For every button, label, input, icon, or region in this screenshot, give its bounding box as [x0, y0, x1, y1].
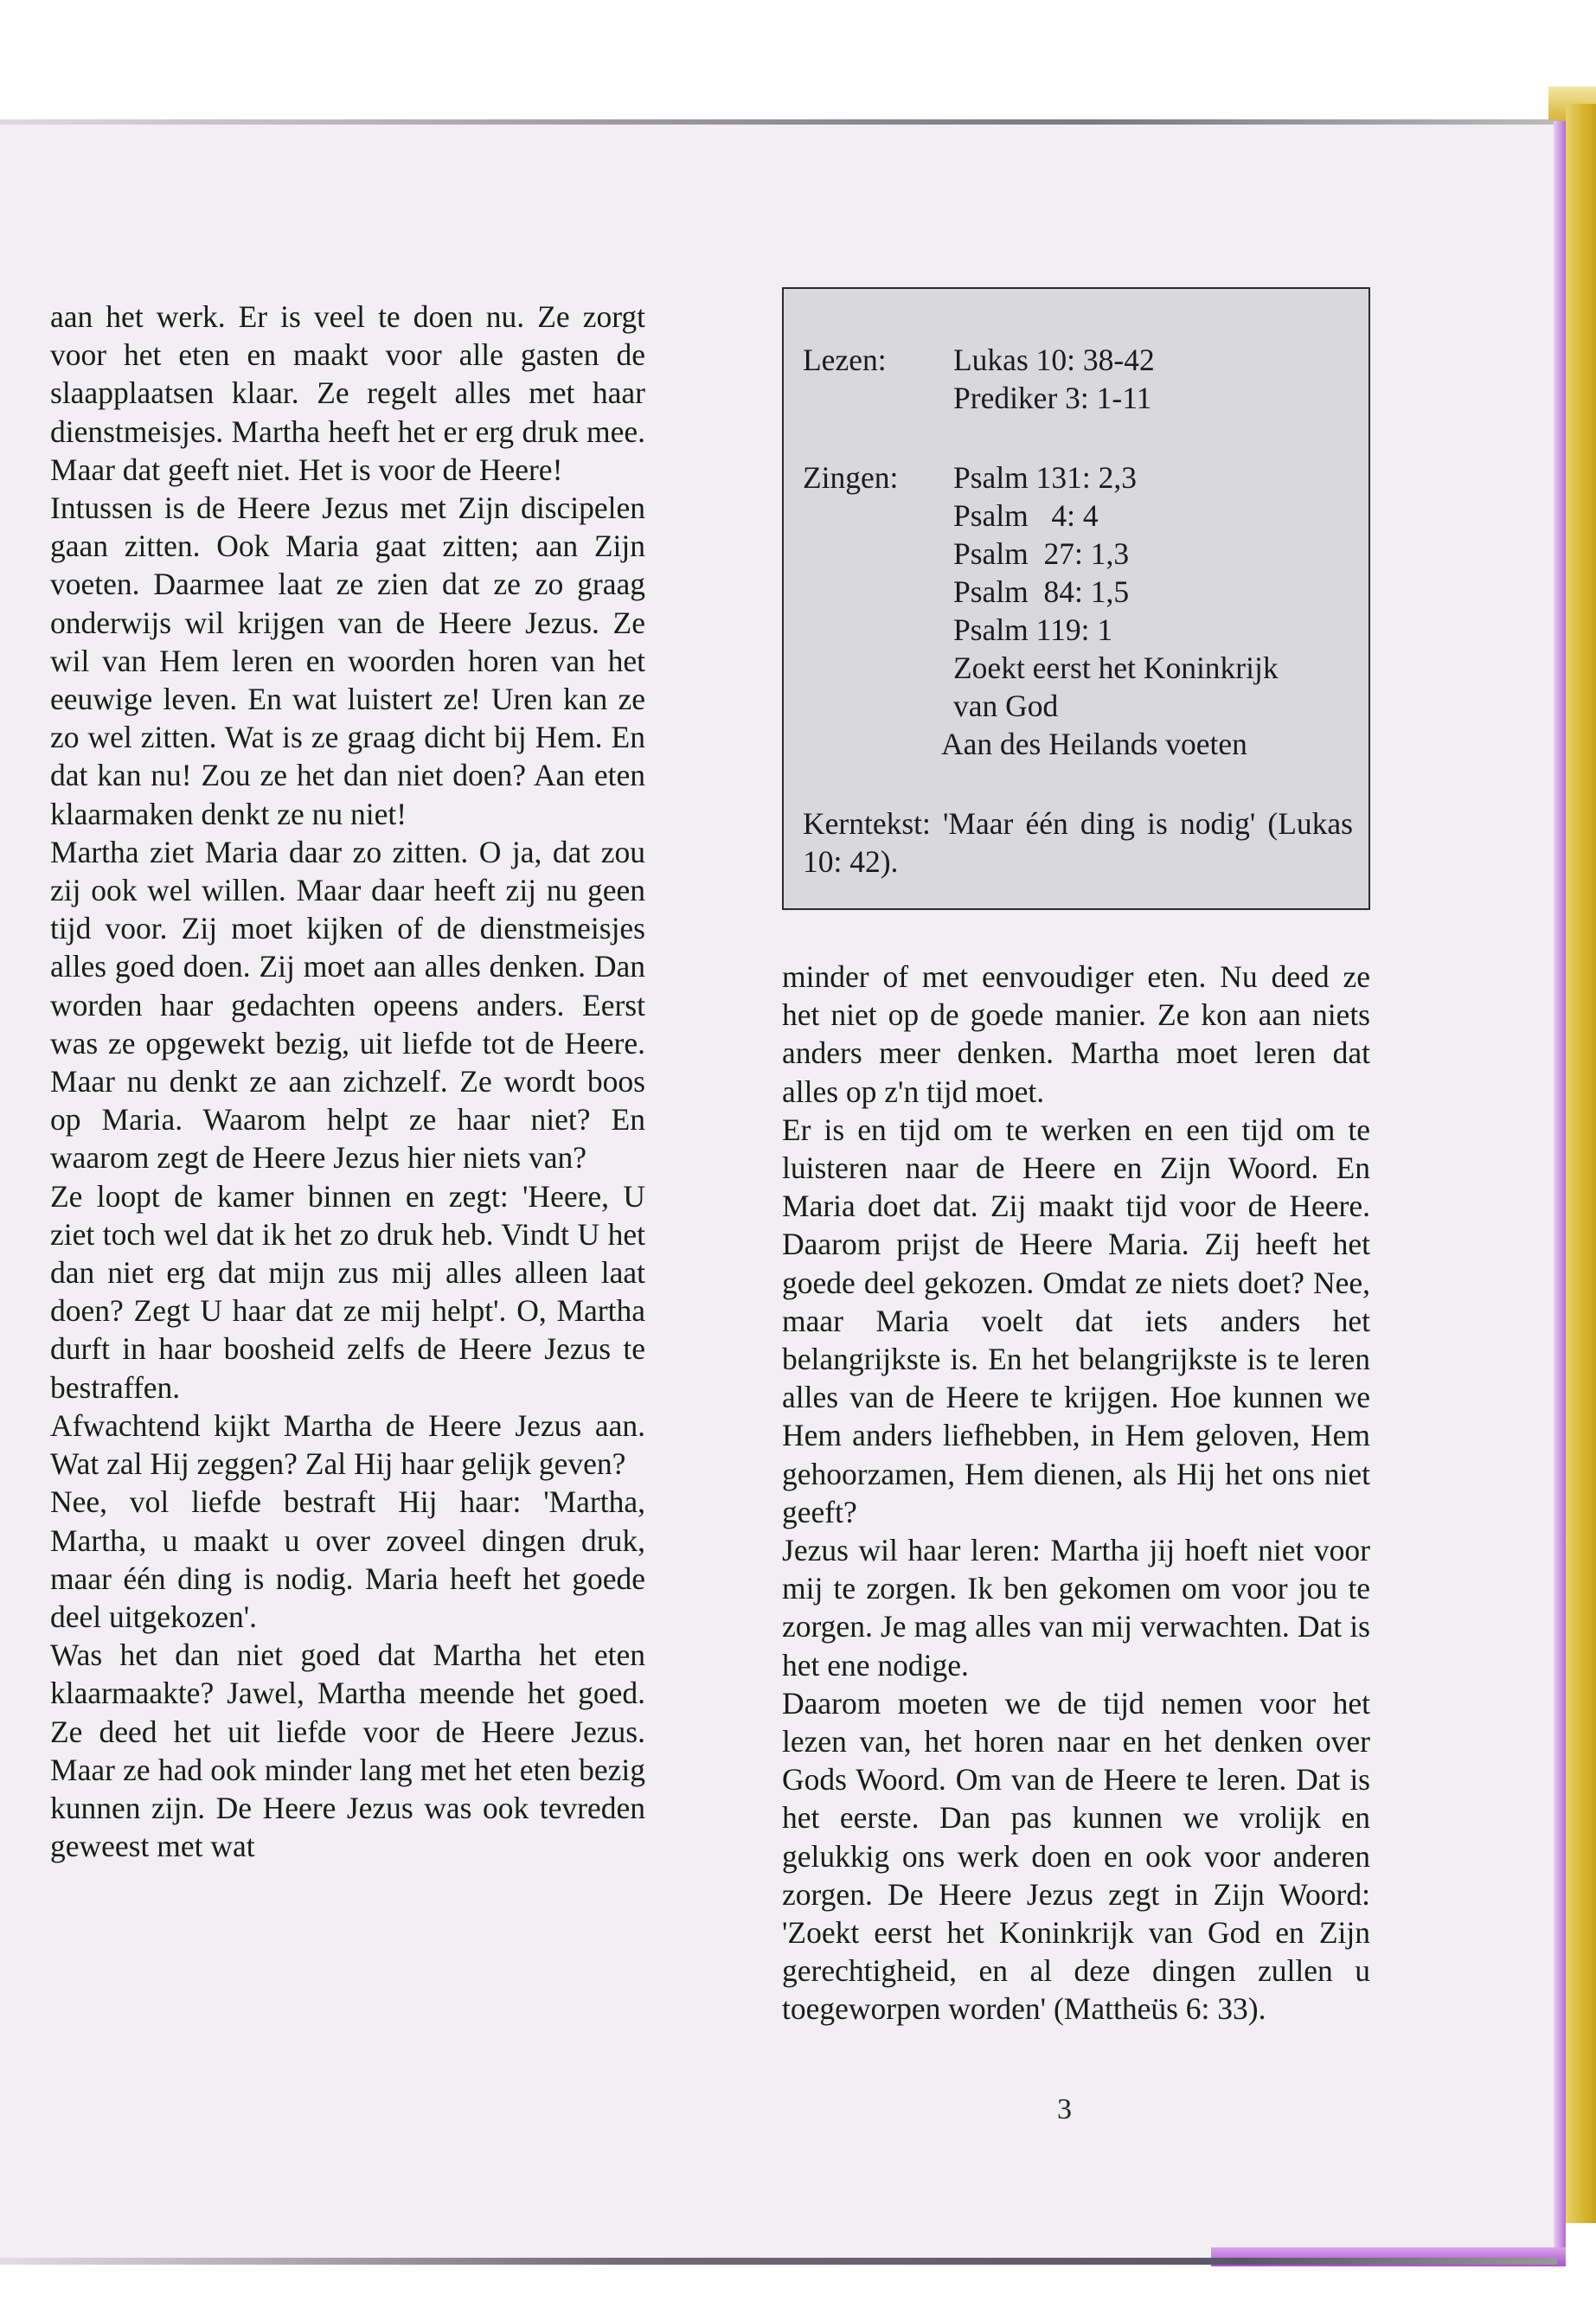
paragraph: minder of met eenvoudiger eten. Nu deed ze het niet op de goede manier. Ze kon aan niets anders meer denken. Martha moet leren dat alles op z'n tijd moet.	[782, 959, 1370, 1109]
paragraph: aan het werk. Er is veel te doen nu. Ze zorgt voor het eten en maakt voor alle gasten de slaapplaatsen klaar. Ze regelt alles met haar dienstmeisjes. Martha heeft het er erg druk mee. Maar dat geeft niet. Het is voor de Heere!	[50, 299, 645, 487]
page-edge-top	[0, 119, 1557, 125]
reading-box	[782, 287, 1370, 910]
zingen-item: Zoekt eerst het Koninkrijk	[953, 651, 1279, 685]
page-number: 3	[1057, 2093, 1072, 2125]
paragraph: Ze loopt de kamer binnen en zegt: 'Heere, U ziet toch wel dat ik het zo druk heb. Vindt U het dan niet erg dat mijn zus mij alles alleen laat doen? Zegt U haar dat ze mij helpt'. O, Martha durft in haar boosheid zelfs de Heere Jezus te bestraffen.	[50, 1178, 645, 1405]
zingen-item: Aan des Heilands voeten	[941, 727, 1247, 761]
right-column	[782, 958, 1370, 2029]
zingen-item: van God	[953, 689, 1059, 723]
paragraph: Afwachtend kijkt Martha de Heere Jezus aan. Wat zal Hij zeggen? Zal Hij haar gelijk geven?	[50, 1407, 645, 1482]
lezen-label: Lezen:	[803, 343, 887, 377]
zingen-item: Psalm 84: 1,5	[953, 574, 1130, 609]
zingen-item: Psalm 131: 2,3	[953, 460, 1138, 495]
left-column	[50, 298, 645, 1865]
zingen-label: Zingen:	[803, 460, 899, 495]
book-edge-purple-right	[1554, 121, 1566, 2265]
paragraph: Jezus wil haar leren: Martha jij hoeft niet voor mij te zorgen. Ik ben gekomen om voor jou te zorgen. Je mag alles van mij verwachten. Dat is het ene nodige.	[782, 1533, 1370, 1682]
paragraph: Daarom moeten we de tijd nemen voor het lezen van, het horen naar en het denken over Gods Woord. Om van de Heere te leren. Dat is het eerste. Dan pas kunnen we vrolijk en gelukkig ons werk doen en ook voor anderen zorgen. De Heere Jezus zegt in Zijn Woord: 'Zoekt eerst het Koninkrijk van God en Zijn gerechtigheid, en al deze dingen zullen u toegeworpen worden' (Mattheüs 6: 33).	[782, 1685, 1370, 2027]
lezen-item: Prediker 3: 1-11	[953, 381, 1152, 415]
zingen-item: Psalm 119: 1	[953, 612, 1113, 647]
zingen-item: Psalm 27: 1,3	[953, 536, 1130, 571]
book-edge-yellow	[1566, 104, 1596, 2223]
paragraph: Nee, vol liefde bestraft Hij haar: 'Martha, Martha, u maakt u over zoveel dingen druk, maar één ding is nodig. Maria heeft het goede deel uitgekozen'.	[50, 1484, 645, 1634]
paragraph: Martha ziet Maria daar zo zitten. O ja, dat zou zij ook wel willen. Maar daar heeft zij nu geen tijd voor. Zij moet kijken of de dienstmeisjes alles goed doen. Zij moet aan alles denken. Dan worden haar gedachten opeens anders. Eerst was ze opgewekt bezig, uit liefde tot de Heere. Maar nu denkt ze aan zichzelf. Ze wordt boos op Maria. Waarom helpt ze haar niet? En waarom zegt de Heere Jezus hier niets van?	[50, 834, 645, 1176]
page-edge-bottom	[0, 2258, 1557, 2265]
lezen-item: Lukas 10: 38-42	[953, 343, 1155, 377]
paragraph: Er is en tijd om te werken en een tijd om te luisteren naar de Heere en Zijn Woord. En Maria doet dat. Zij maakt tijd voor de Heere. Daarom prijst de Heere Maria. Zij heeft het goede deel gekozen. Omdat ze niets doet? Nee, maar Maria voelt dat iets anders het belangrijkste is. En het belangrijkste is te leren alles van de Heere te krijgen. Hoe kunnen we Hem anders liefhebben, in Hem geloven, Hem gehoorzamen, Hem dienen, als Hij het ons niet geeft?	[782, 1112, 1370, 1529]
paragraph: Intussen is de Heere Jezus met Zijn discipelen gaan zitten. Ook Maria gaat zitten; aan Zijn voeten. Daarmee laat ze zien dat ze zo graag onderwijs wil krijgen van de Heere Jezus. Ze wil van Hem leren en woorden horen van het eeuwige leven. En wat luistert ze! Uren kan ze zo wel zitten. Wat is ze graag dicht bij Hem. En dat kan nu! Zou ze het dan niet doen? Aan eten klaarmaken denkt ze nu niet!	[50, 490, 645, 831]
kerntekst: Kerntekst: 'Maar één ding is nodig' (Lukas 10: 42).	[803, 806, 1353, 880]
zingen-item: Psalm 4: 4	[953, 498, 1099, 533]
paragraph: Was het dan niet goed dat Martha het eten klaarmaakte? Jawel, Martha meende het goed. Ze deed het uit liefde voor de Heere Jezus. Maar ze had ook minder lang met het eten bezig kunnen zijn. De Heere Jezus was ook tevreden geweest met wat	[50, 1638, 645, 1864]
